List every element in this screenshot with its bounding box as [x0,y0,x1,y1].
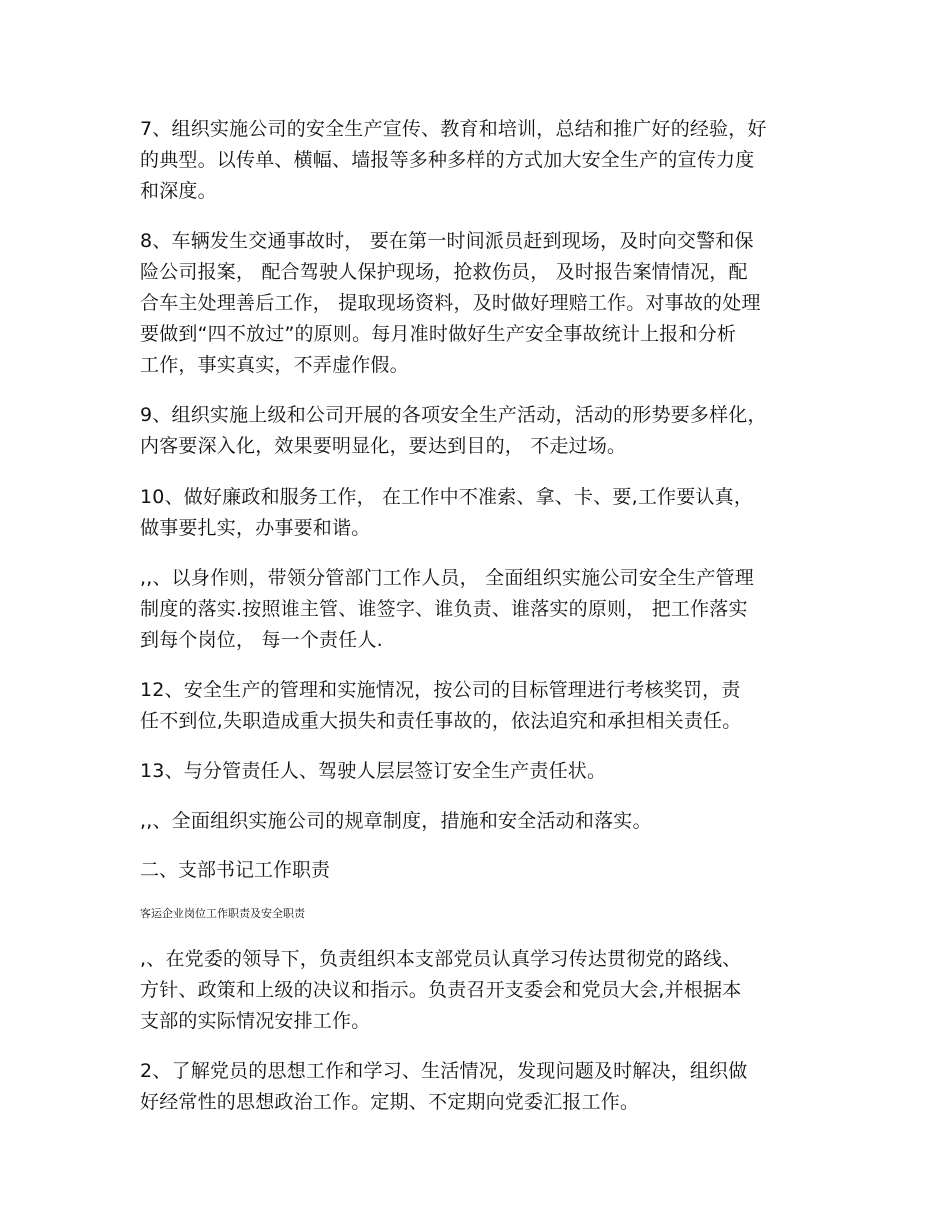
document-title-note: 客运企业岗位工作职责及安全职责 [140,907,305,920]
text-line: 要做到“四不放过”的原则。每月准时做好生产安全事故统计上报和分析 [140,323,737,345]
text-line: 的典型。以传单、横幅、墙报等多种多样的方式加大安全生产的宣传力度 [140,149,755,171]
text-line: 内客要深入化，效果要明显化，要达到目的， 不走过场。 [140,435,627,457]
paragraph-7 [140,114,816,207]
text-line: 和深度。 [140,180,217,202]
text-line: ,,、以身作则，带领分管部门工作人员， 全面组织实施公司安全生产管理 [140,567,754,589]
text-line: 7、组织实施公司的安全生产宣传、教育和培训，总结和推广好的经验，好 [140,118,767,140]
text-line: ,、在党委的领导下，负责组织本支部党员认真学习传达贯彻党的路线、 [140,948,742,970]
text-line: 险公司报案， 配合驾驶人保护现场，抢救伤员， 及时报告案情情况，配 [140,261,748,283]
section-paragraph-2 [140,1056,816,1118]
text-line: 8、车辆发生交通事故时， 要在第一时间派员赶到现场，及时向交警和保 [140,230,754,252]
text-line: 工作，事实真实，不弄虚作假。 [140,354,409,376]
text-line: 做事要扎实，办事要和谐。 [140,517,371,539]
text-line: 12、安全生产的管理和实施情况，按公司的目标管理进行考核奖罚，责 [140,679,741,701]
text-line: 合车主处理善后工作， 提取现场资料，及时做好理赔工作。对事故的处理 [140,292,761,314]
paragraph-10 [140,482,816,544]
text-line: 支部的实际情况安排工作。 [140,1010,371,1032]
text-line: 2、了解党员的思想工作和学习、生活情况，发现问题及时解决，组织做 [140,1060,748,1082]
text-line: 到每个岗位， 每一个责任人. [140,629,383,651]
text-line: 好经常性的思想政治工作。定期、不定期向党委汇报工作。 [140,1091,640,1113]
paragraph-14 [140,806,816,837]
paragraph-13 [140,756,816,787]
text-line: 方针、政策和上级的决议和指示。负责召开支委会和党员大会,并根据本 [140,979,742,1001]
text-line: 13、与分管责任人、驾驶人层层签订安全生产责任状。 [140,760,607,782]
paragraph-12 [140,675,816,737]
text-line: 9、组织实施上级和公司开展的各项安全生产活动，活动的形势要多样化， [140,404,767,426]
paragraph-9 [140,400,816,462]
text-line: 10、做好廉政和服务工作， 在工作中不准索、拿、卡、要,工作要认真， [140,486,754,508]
text-line: 任不到位,失职造成重大损失和责任事故的，依法追究和承担相关责任。 [140,710,742,732]
paragraph-11 [140,563,816,656]
text-line: 制度的落实.按照谁主管、谁签字、谁负责、谁落实的原则， 把工作落实 [140,598,748,620]
section-heading: 二、支部书记工作职责 [140,859,331,881]
text-line: ,,、全面组织实施公司的规章制度，措施和安全活动和落实。 [140,810,652,832]
paragraph-8 [140,226,816,381]
section-paragraph-1 [140,944,816,1037]
